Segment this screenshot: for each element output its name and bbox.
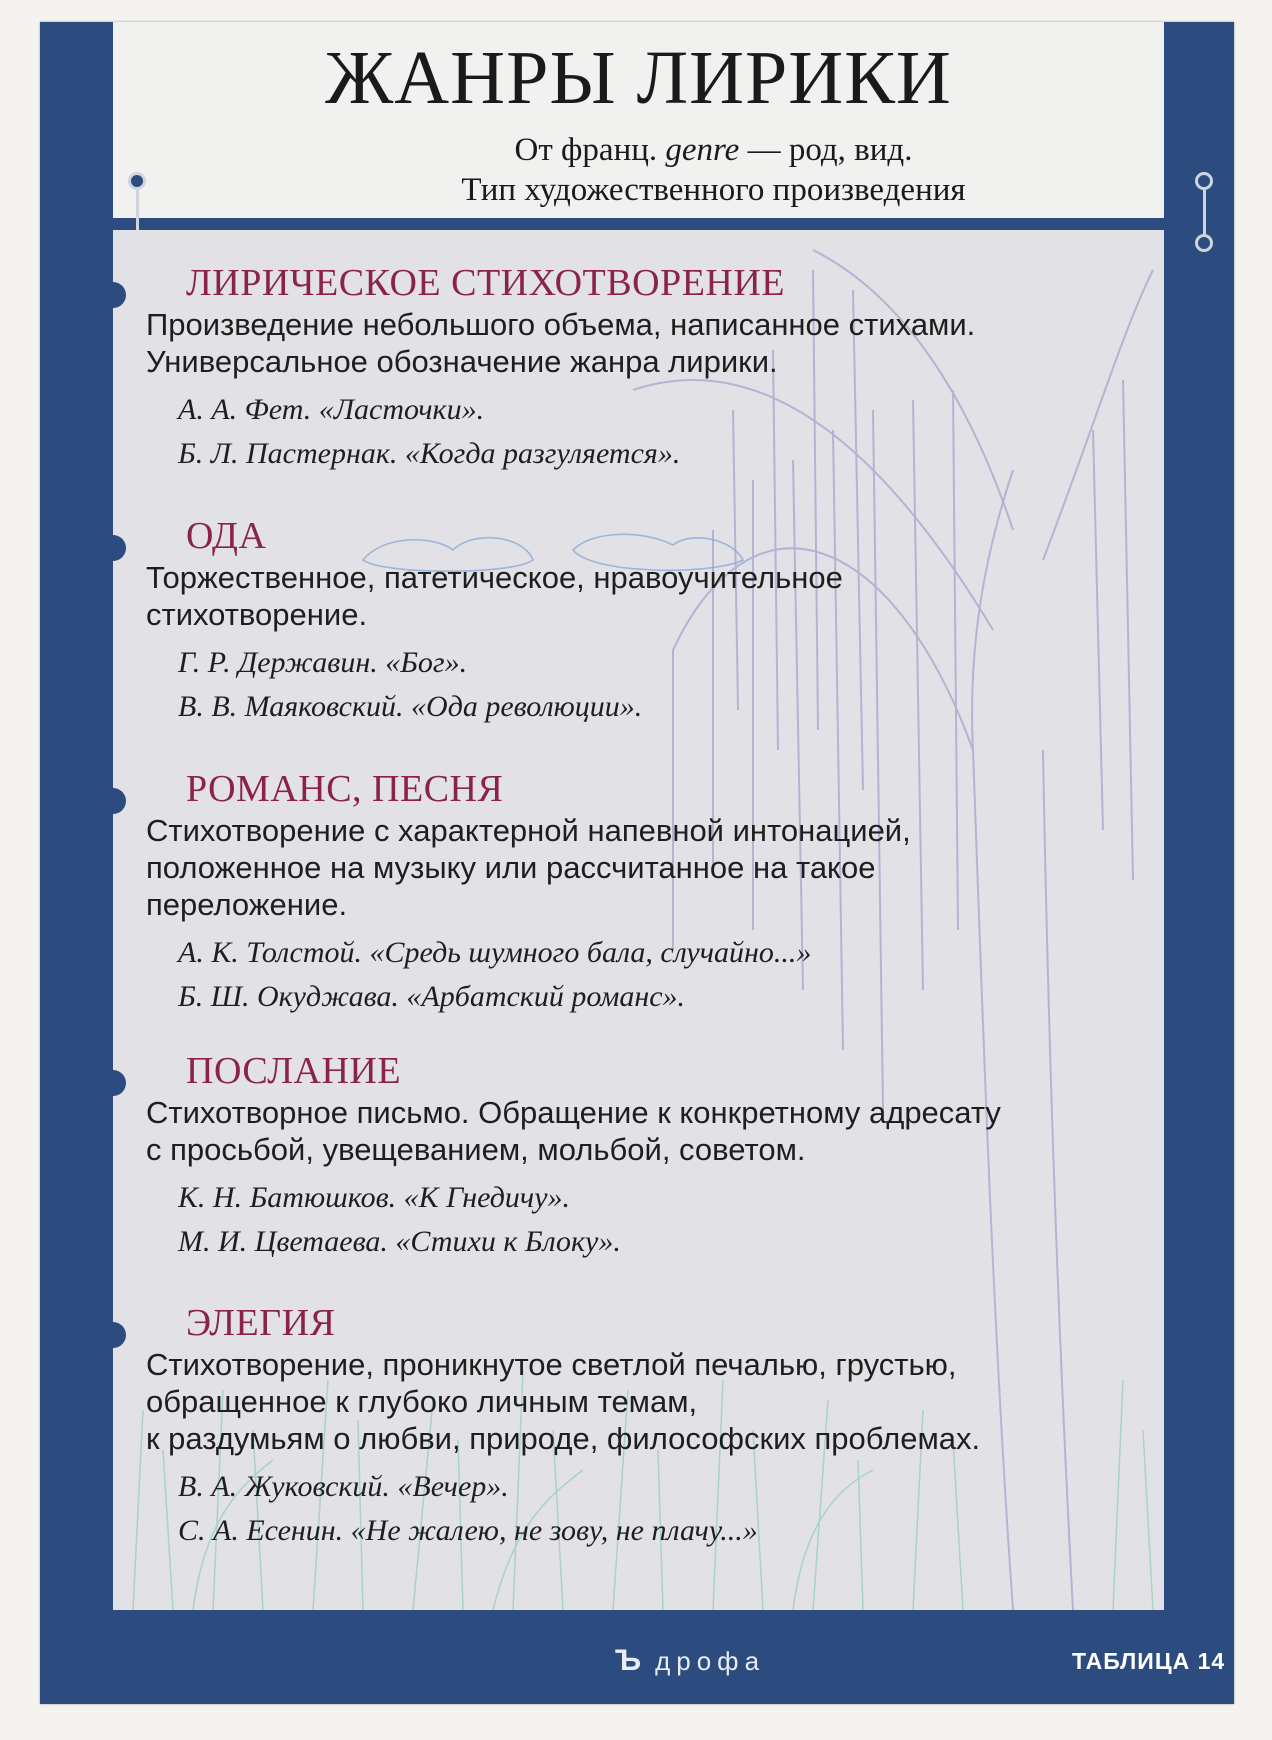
description-line: обращенное к глубоко личным темам,: [146, 1384, 698, 1419]
description-line: Торжественное, патетическое, нравоучительное: [146, 560, 843, 595]
page-subtitle: [113, 130, 1164, 210]
section-examples: [146, 388, 975, 476]
section-description: [146, 1094, 1001, 1168]
example-item: С. А. Есенин. «Не жалею, не зову, не плачу...»: [178, 1514, 758, 1547]
subtitle-line-2: Тип художественного произведения: [461, 172, 966, 208]
section-title: ПОСЛАНИЕ: [186, 1050, 402, 1092]
description-line: переложение.: [146, 887, 348, 922]
description-line: Стихотворное письмо. Обращение к конкретному адресату: [146, 1095, 1001, 1130]
notch-2: [100, 535, 126, 561]
section-lyric-poem: [146, 260, 975, 476]
description-line: стихотворение.: [146, 597, 368, 632]
section-romance: [146, 766, 911, 1019]
example-item: А. К. Толстой. «Средь шумного бала, случайно...»: [178, 936, 812, 969]
subtitle-line-1: [113, 130, 1164, 170]
notch-3: [100, 788, 126, 814]
section-title: ЛИРИЧЕСКОЕ СТИХОТВОРЕНИЕ: [186, 262, 785, 304]
example-item: Б. Ш. Окуджава. «Арбатский романс».: [178, 980, 686, 1013]
notch-1: [100, 282, 126, 308]
page-title: ЖАНРЫ ЛИРИКИ: [325, 36, 952, 120]
section-ode: [146, 513, 843, 729]
section-examples: [146, 641, 843, 729]
example-item: А. А. Фет. «Ласточки».: [178, 393, 485, 426]
example-item: В. А. Жуковский. «Вечер».: [178, 1470, 509, 1503]
notch-4: [100, 1070, 126, 1096]
ring-left-top: [128, 172, 146, 190]
publisher-mark: Ъ: [615, 1644, 648, 1677]
section-examples: [146, 931, 911, 1019]
header-band: [113, 22, 1164, 218]
section-examples: [146, 1176, 1001, 1264]
section-description: [146, 306, 975, 380]
section-epistle: [146, 1048, 1001, 1264]
publisher-name: дрофа: [655, 1646, 766, 1676]
example-item: В. В. Маяковский. «Ода революции».: [178, 690, 643, 723]
section-title: ЭЛЕГИЯ: [186, 1302, 336, 1344]
ring-right-bottom: [1195, 234, 1213, 252]
subtitle-suffix: — род, вид.: [739, 132, 913, 168]
description-line: Произведение небольшого объема, написанное стихами.: [146, 307, 976, 342]
section-title: ОДА: [186, 515, 267, 557]
section-description: [146, 1346, 980, 1457]
section-title: РОМАНС, ПЕСНЯ: [186, 768, 504, 810]
description-line: Стихотворение с характерной напевной интонацией,: [146, 813, 911, 848]
description-line: с просьбой, увещеванием, мольбой, советом.: [146, 1132, 806, 1167]
example-item: Б. Л. Пастернак. «Когда разгуляется».: [178, 437, 681, 470]
section-elegy: [146, 1300, 980, 1553]
section-description: [146, 559, 843, 633]
ring-right-top: [1195, 172, 1213, 190]
example-item: М. И. Цветаева. «Стихи к Блоку».: [178, 1225, 621, 1258]
table-number: ТАБЛИЦА 14: [1072, 1648, 1226, 1674]
example-item: Г. Р. Державин. «Бог».: [178, 646, 468, 679]
description-line: Универсальное обозначение жанра лирики.: [146, 344, 778, 379]
description-line: к раздумьям о любви, природе, философских проблемах.: [146, 1421, 981, 1456]
section-description: [146, 812, 911, 923]
publisher-logo: [615, 1644, 765, 1678]
notch-5: [100, 1322, 126, 1348]
description-line: положенное на музыку или рассчитанное на такое: [146, 850, 876, 885]
description-line: Стихотворение, проникнутое светлой печалью, грустью,: [146, 1347, 957, 1382]
subtitle-term: genre: [665, 132, 740, 168]
subtitle-prefix: От франц.: [514, 132, 666, 168]
section-examples: [146, 1465, 980, 1553]
example-item: К. Н. Батюшков. «К Гнедичу».: [178, 1181, 571, 1214]
